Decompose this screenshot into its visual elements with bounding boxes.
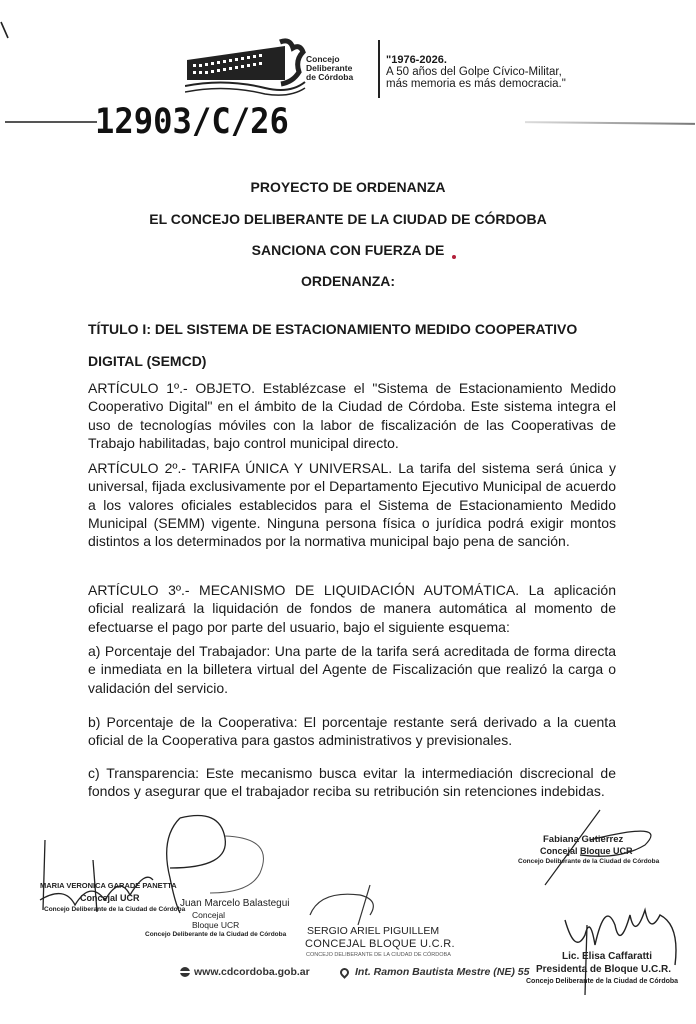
- commemorative-slogan: [386, 54, 566, 90]
- title-line-1: TÍTULO I: DEL SISTEMA DE ESTACIONAMIENTO MEDIDO COOPERATIVO: [88, 321, 578, 337]
- signature-garade-scribble: [35, 840, 155, 915]
- signer-piguillem-role: CONCEJAL BLOQUE U.C.R.: [305, 938, 455, 950]
- heading-concejo: EL CONCEJO DELIBERANTE DE LA CIUDAD DE CÓRDOBA: [149, 211, 547, 227]
- article-2: ARTÍCULO 2º.- TARIFA ÚNICA Y UNIVERSAL. La tarifa del sistema será única y universal, fijada exclusivamente por el Departamento Ejecutivo Municipal de acuerdo a los valores oficiales establecidos para el Sistema de Estacionamiento Medido Municipal (SEMM) vigente. Ninguna persona física o jurídica podrá exigir montos distintos a los determinados por la normativa municipal bajo pena de sanción.: [88, 460, 616, 550]
- signer-caffaratti-role: Presidenta de Bloque U.C.R.: [536, 964, 672, 975]
- red-dot-mark: [452, 255, 456, 259]
- title-line-2: DIGITAL (SEMCD): [88, 353, 207, 369]
- signer-piguillem-org: CONCEJO DELIBERANTE DE LA CIUDAD DE CÓRDOBA: [306, 952, 451, 958]
- article-1: ARTÍCULO 1º.- OBJETO. Establézcase el "Sistema de Estacionamiento Medido Cooperativo Digital" en el ámbito de la Ciudad de Córdoba. Este sistema integra el uso de tecnologías móviles con la labor de fiscalización de las Cooperativas de Trabajo habilitadas, bajo control municipal directo.: [88, 380, 616, 451]
- filing-stamp-number: 12903/C/26: [95, 102, 289, 142]
- item-b: b) Porcentaje de la Cooperativa: El porcentaje restante será derivado a la cuenta oficial de la Cooperativa para gastos administrativos y previsionales.: [88, 714, 616, 749]
- globe-icon: [180, 967, 190, 977]
- signature-piguillem-scribble: [300, 885, 420, 930]
- article-3: ARTÍCULO 3º.- MECANISMO DE LIQUIDACIÓN AUTOMÁTICA. La aplicación oficial realizará la liquidación de fondos de manera automática al momento de efectuarse el pago por parte del usuario, bajo el siguiente esquema:: [88, 582, 616, 635]
- council-logo-text: [306, 55, 353, 82]
- signer-caffaratti-name: Lic. Elisa Caffaratti: [562, 951, 653, 962]
- slogan-line-1: A 50 años del Golpe Cívico-Militar,: [386, 66, 562, 78]
- signer-piguillem-name: SERGIO ARIEL PIGUILLEM: [307, 925, 440, 937]
- logo-line-2: Deliberante: [306, 63, 353, 73]
- logo-line-3: de Córdoba: [306, 72, 354, 82]
- header-divider: [378, 40, 380, 98]
- signer-gutierrez-role: Concejal Bloque UCR: [540, 846, 633, 856]
- logo-line-1: Concejo: [306, 54, 340, 64]
- signer-gutierrez-name: Fabiana Gutierrez: [543, 834, 624, 845]
- footer-website: [180, 966, 310, 978]
- address-text: Int. Ramon Bautista Mestre (NE) 55: [355, 966, 530, 978]
- pen-mark: [0, 20, 12, 42]
- slogan-years: "1976-2026.: [386, 54, 447, 66]
- signer-balastegui-name: Juan Marcelo Balastegui: [180, 898, 290, 909]
- website-link[interactable]: www.cdcordoba.gob.ar: [194, 966, 310, 978]
- heading-sanciona: SANCIONA CON FUERZA DE: [251, 242, 445, 258]
- signer-balastegui-role: Concejal: [192, 910, 226, 920]
- signer-balastegui-org: Concejo Deliberante de la Ciudad de Córdoba: [145, 931, 287, 938]
- stamp-rule-right: [525, 121, 695, 124]
- heading-proyecto: PROYECTO DE ORDENANZA: [250, 179, 446, 195]
- signer-gutierrez-org: Concejo Deliberante de la Ciudad de Córdoba: [518, 858, 660, 865]
- item-a: a) Porcentaje del Trabajador: Una parte de la tarifa será acreditada de forma directa e inmediata en la billetera virtual del Agente de Fiscalización que realizó la carga o validación del servicio.: [88, 643, 616, 696]
- location-pin-icon: [338, 966, 351, 979]
- slogan-line-2: más memoria es más democracia.": [386, 78, 566, 90]
- signer-garade-org: Concejo Deliberante de la Ciudad de Córdoba: [44, 906, 186, 913]
- item-c: c) Transparencia: Este mecanismo busca evitar la intermediación discrecional de fondos y asegurar que el trabajador reciba su retribución sin retenciones indebidas.: [88, 765, 616, 800]
- signer-garade-role: Concejal UCR: [80, 893, 140, 903]
- footer-address: [340, 966, 529, 978]
- signer-caffaratti-org: Concejo Deliberante de la Ciudad de Córdoba: [526, 978, 679, 985]
- heading-ordenanza: ORDENANZA:: [300, 273, 396, 289]
- signer-balastegui-bloc: Bloque UCR: [192, 920, 240, 930]
- signer-garade-name: MARIA VERONICA GARADE PANETTA: [40, 881, 177, 890]
- stamp-rule-left: [5, 121, 97, 123]
